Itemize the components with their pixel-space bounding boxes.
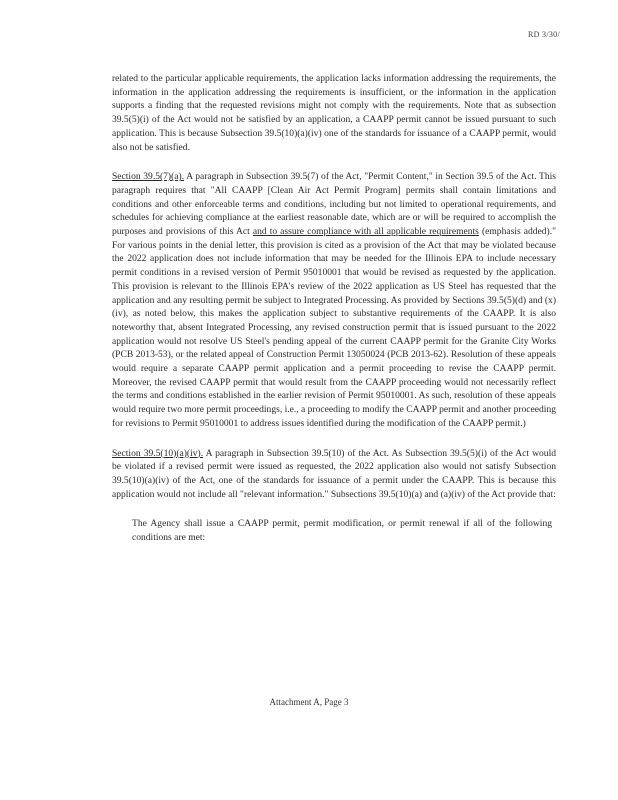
- paragraph-continuation: related to the particular applicable requirements, the application lacks information addressing the requirements, the information in the application addressing the requirements is insufficient, or the information in the application supports a finding that the requested revisions might not comply with the requirements. Note that as subsection 39.5(5)(i) of the Act would not be satisfied by an application, a CAAPP permit cannot be issued pursuant to such application. This is because Subsection 39.5(10)(a)(iv) one of the standards for issuance of a CAAPP permit, would also not be satisfied.: [112, 73, 556, 153]
- section-text: A paragraph in Subsection 39.5(7) of the Act, "Permit Content," in Section 39.5 of the Act. This paragraph requires that "All CAAPP [Clean Air Act Permit Program] permits shall contain limitations and conditions and other enforceable terms and conditions, including but not limited to operational requirements, and schedules for achieving compliance at the earliest reasonable date, which are or will be required to accomplish the purposes and provisions of this Act: [112, 171, 556, 238]
- page-footer: Attachment A, Page 3: [269, 697, 349, 707]
- section-text-continued: (emphasis added)." For various points in the denial letter, this provision is cited as a provision of the Act that may be violated because the 2022 application does not include information that may be needed for the Illinois EPA to include necessary permit conditions in a revised version of Permit 95010001 that would be revised as requested by the application. This provision is relevant to the Illinois EPA's review of the 2022 application as US Steel has requested that the application and any resulting permit be subject to Integrated Processing. As provided by Sections 39.5(5)(d) and (x)(iv), as noted below, this makes the application subject to substantive requirements of the CAAPP. It is also noteworthy that, absent Integrated Processing, any revised construction permit that is issued pursuant to the 2022 application would not resolve US Steel's pending appeal of the current CAAPP permit for the Granite City Works (PCB 2013-53), or the related appeal of Construction Permit 13050024 (PCB 2013-62). Resolution of these appeals would require a separate CAAPP permit application and a permit proceeding to revise the CAAPP permit. Moreover, the revised CAAPP permit that would result from the CAAPP proceeding would not necessarily reflect the terms and conditions established in the earlier revision of Permit 95010001. As such, resolution of these appeals would require two more permit proceedings, i.e., a proceeding to modify the CAAPP permit and another proceeding for revisions to Permit 95010001 to address issues identified during the modification of the CAAPP permit.): [112, 226, 556, 429]
- section-heading: Section 39.5(7)(a).: [112, 171, 185, 183]
- block-quote: The Agency shall issue a CAAPP permit, permit modification, or permit renewal if all of the following conditions are met:: [132, 518, 552, 544]
- emphasized-text: and to assure compliance with all applicable requirements: [252, 226, 479, 238]
- paragraph-section-39-5-7-a: [112, 170, 556, 430]
- section-text: A paragraph in Subsection 39.5(10) of the Act. As Subsection 39.5(5)(i) of the Act would be violated if a revised permit were issued as requested, the 2022 application also would not satisfy Subsection 39.5(10)(a)(iv) of the Act, one of the standards for issuance of a permit under the CAAPP. This is because this application would not include all "relevant information." Subsections 39.5(10)(a) and (a)(iv) of the Act provide that:: [112, 447, 556, 500]
- document-id: RD 3/30/: [528, 30, 560, 39]
- section-heading: Section 39.5(10)(a)(iv).: [112, 447, 204, 459]
- document-body: [112, 72, 556, 545]
- paragraph-section-39-5-10-a-iv: [112, 447, 556, 502]
